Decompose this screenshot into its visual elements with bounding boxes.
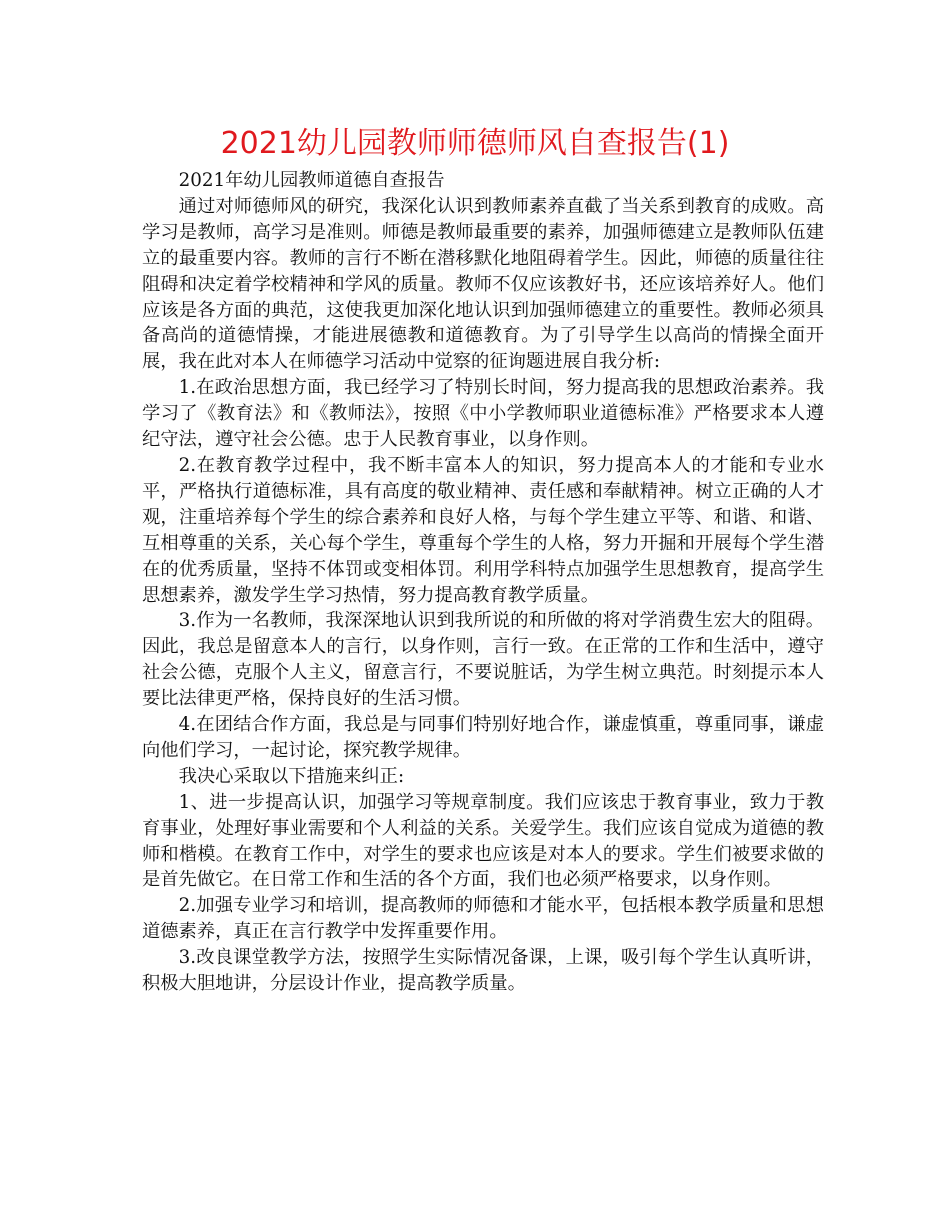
body-paragraph: 我决心采取以下措施来纠正: (178, 765, 405, 787)
body-paragraph: 2.加强专业学习和培训，提高教师的师德和才能水平，包括根本教学质量和思想道德素养，真正在言行教学中发挥重要作用。 (142, 895, 824, 943)
document-title: 2021幼儿园教师师德师风自查报告(1) (220, 126, 730, 161)
document-body (142, 168, 824, 997)
body-paragraph: 3.作为一名教师，我深深地认识到我所说的和所做的将对学消费生宏大的阻碍。因此，我总是留意本人的言行，以身作则，言行一致。在正常的工作和生活中，遵守社会公德，克服个人主义，留意言行，不要说脏话，为学生树立典范。时刻提示本人要比法律更严格，保持良好的生活习惯。 (142, 610, 824, 710)
body-paragraph: 2.在教育教学过程中，我不断丰富本人的知识，努力提高本人的才能和专业水平，严格执行道德标准，具有高度的敬业精神、责任感和奉献精神。树立正确的人才观，注重培养每个学生的综合素养和良好人格，与每个学生建立平等、和谐、和谐、互相尊重的关系，关心每个学生，尊重每个学生的人格，努力开掘和开展每个学生潜在的优秀质量，坚持不体罚或变相体罚。利用学科特点加强学生思想教育，提高学生思想素养，激发学生学习热情，努力提高教育教学质量。 (142, 454, 824, 606)
body-paragraph: 3.改良课堂教学方法，按照学生实际情况备课，上课，吸引每个学生认真听讲，积极大胆地讲，分层设计作业，提高教学质量。 (142, 947, 824, 995)
body-paragraph: 1.在政治思想方面，我已经学习了特别长时间，努力提高我的思想政治素养。我学习了《教育法》和《教师法》，按照《中小学教师职业道德标准》严格要求本人遵纪守法，遵守社会公德。忠于人民教育事业，以身作则。 (142, 377, 824, 451)
body-paragraph: 4.在团结合作方面，我总是与同事们特别好地合作，谦虚慎重，尊重同事，谦虚向他们学习，一起讨论，探究教学规律。 (142, 714, 824, 761)
report-subtitle-paragraph: 2021年幼儿园教师道德自查报告 (178, 170, 445, 191)
body-paragraph: 1、进一步提高认识，加强学习等规章制度。我们应该忠于教育事业，致力于教育事业，处理好事业需要和个人利益的关系。关爱学生。我们应该自觉成为道德的教师和楷模。在教育工作中，对学生的要求也应该是对本人的要求。学生们被要求做的是首先做它。在日常工作和生活的各个方面，我们也必须严格要求，以身作则。 (142, 791, 824, 891)
body-paragraph: 通过对师德师风的研究，我深化认识到教师素养直截了当关系到教育的成败。高学习是教师，高学习是准则。师德是教师最重要的素养，加强师德建立是教师队伍建立的最重要内容。教师的言行不断在潜移默化地阻碍着学生。因此，师德的质量往往阻碍和决定着学校精神和学风的质量。教师不仅应该教好书，还应该培养好人。他们应该是各方面的典范，这使我更加深化地认识到加强师德建立的重要性。教师必须具备高尚的道德情操，才能进展德教和道德教育。为了引导学生以高尚的情操全面开展，我在此对本人在师德学习活动中觉察的征询题进展自我分析: (142, 195, 824, 373)
